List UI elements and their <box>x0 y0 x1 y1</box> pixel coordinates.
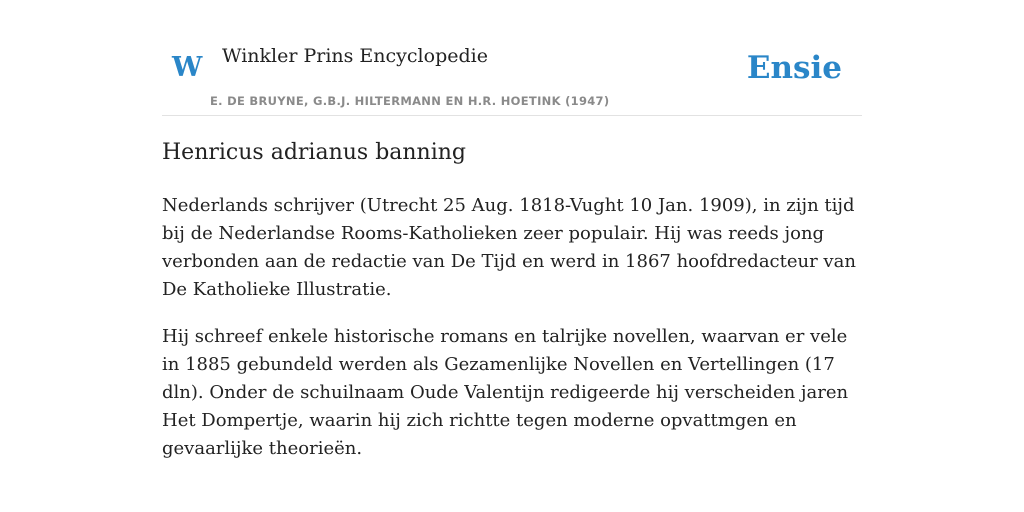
article-paragraph-1: Nederlands schrijver (Utrecht 25 Aug. 1818-Vught 10 Jan. 1909), in zijn tijd bij de Nederlandse Rooms-Katholieken zeer populair. Hij was reeds jong verbonden aan de redactie van De Tijd en werd in 1867 hoofdredacteur van De Katholieke Illustratie. <box>162 195 856 300</box>
header-divider <box>162 115 862 116</box>
winkler-prins-logo[interactable]: W <box>172 52 203 83</box>
article-headword: Henricus adrianus banning <box>162 140 467 165</box>
article-body <box>162 192 862 482</box>
publication-authors: E. DE BRUYNE, G.B.J. HILTERMANN EN H.R. HOETINK (1947) <box>210 94 610 108</box>
ensie-brand-logo[interactable]: Ensie <box>746 50 842 86</box>
publication-title[interactable]: Winkler Prins Encyclopedie <box>222 45 488 67</box>
article-paragraph-2: Hij schreef enkele historische romans en talrijke novellen, waarvan er vele in 1885 gebundeld werden als Gezamenlijke Novellen en Vertellingen (17 dln). Onder de schuilnaam Oude Valentijn redigeerde hij verscheiden jaren Het Dompertje, waarin hij zich richtte tegen moderne opvattmgen en gevaarlijke theorieën. <box>162 326 849 459</box>
